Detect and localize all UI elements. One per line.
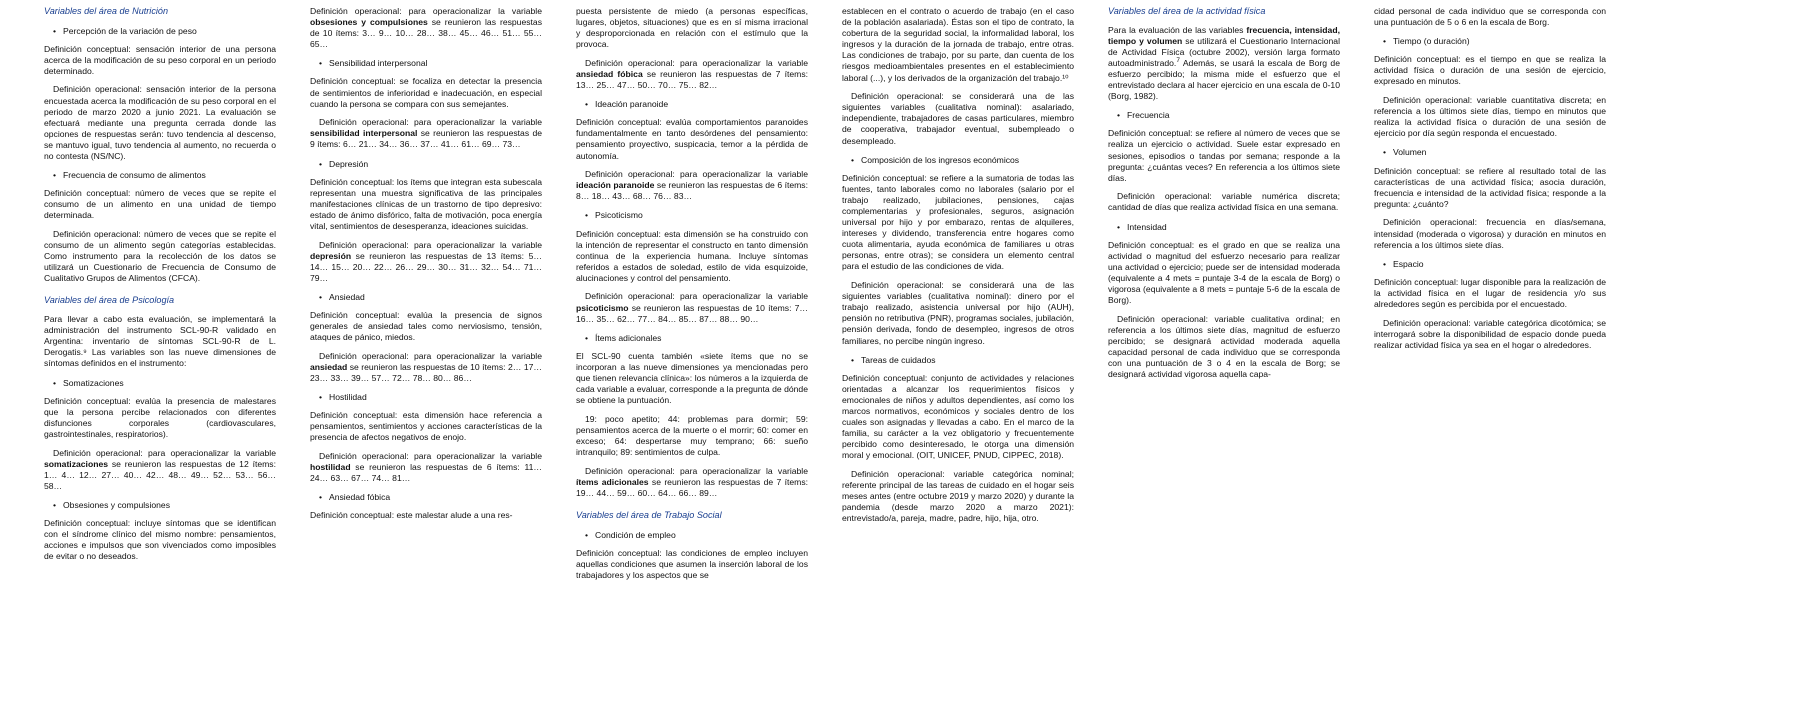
body-paragraph: Definición conceptual: sensación interior de una persona acerca de la modificación de su peso corporal en un periodo determinado. <box>44 43 276 76</box>
bullet-dot-icon: • <box>1383 258 1387 269</box>
bullet-dot-icon: • <box>1117 221 1121 232</box>
bullet-dot-icon: • <box>319 58 323 69</box>
bullet-label: Volumen <box>1393 147 1427 158</box>
section-heading: Variables del área de Psicología <box>44 295 175 306</box>
body-paragraph: Definición conceptual: número de veces que se repite el consumo de un alimento en una unidad de tiempo determinada. <box>44 188 276 221</box>
body-paragraph: Definición conceptual: se refiere a la sumatoria de todas las fuentes, tanto laborales como no laborales (salario por el trabajo realizado, jubilaciones, pensiones, cajas complementarias y profesionales, seguros, asignación universal por hijo y por embarazo, rentas de alquileres, intereses y dividendo, transferencia entre hogares como cuota alimentaria, ayuda económica de familiares u otras personas, entre otras); se considera un elemento central para el estudio de las condiciones de vida. <box>842 172 1074 272</box>
bullet-label: Depresión <box>329 158 369 169</box>
bullet-dot-icon: • <box>851 154 855 165</box>
body-paragraph: Definición operacional: para operacionalizar la variable hostilidad se reunieron las respuestas de 6 ítems: 11… 24… 63… 67… 74… 81… <box>310 451 542 484</box>
body-paragraph: Definición conceptual: evalúa la presencia de malestares que la persona percibe relacionados con diferentes disfunciones corporales (cardiovasculares, gastrointestinales, respiratorios). <box>44 395 276 439</box>
bullet-label: Ideación paranoide <box>595 99 669 110</box>
body-paragraph: Definición operacional: para operacionalizar la variable psicoticismo se reunieron las respuestas de 10 ítems: 7… 16… 35… 62… 77… 84… 85… 87… 88… 90… <box>576 291 808 324</box>
body-paragraph: Definición operacional: para operacionalizar la variable ansiedad se reunieron las respuestas de 10 ítems: 2… 17… 23… 33… 39… 57… 72… 78… 80… 86… <box>310 350 542 384</box>
bullet-item <box>44 378 276 389</box>
section-heading: Variables del área de Nutrición <box>44 6 169 16</box>
body-paragraph: Definición conceptual: es el grado en que se realiza una actividad o magnitud del esfuerzo necesario para realizar una actividad o ejercicio; puede ser de intensidad moderada (equivalente a 4 mets = puntaje 3-4 de la escala de Borg) o vigorosa (equivalente a 8 mets = puntaje 5-6 de la escala de Borg). <box>1108 239 1340 306</box>
body-paragraph: Definición conceptual: evalúa la presencia de signos generales de ansiedad tales como nerviosismo, tensión, ataques de pánico, miedos. <box>310 310 542 343</box>
body-paragraph: Definición operacional: para operacionalizar la variable sensibilidad interpersonal se reunieron las respuestas de 9 ítems: 6… 21… 34… 36… 37… 41… 61… 69… 73… <box>310 117 543 150</box>
body-paragraph: Definición operacional: para operacionalizar la variable ítems adicionales se reunieron las respuestas de 7 ítems: 19… 44… 59… 60… 64… 66… 89… <box>576 465 809 498</box>
bullet-dot-icon: • <box>1383 36 1387 47</box>
body-paragraph: Definición conceptual: se refiere al número de veces que se realiza un ejercicio o actividad. Suele estar expresado en sesiones, episodios o tandas por semana; responde a la pregunta: ¿cuántas veces? En referencia a los últimos siete días. <box>1108 128 1340 183</box>
body-paragraph: Definición conceptual: se focaliza en detectar la presencia de sentimientos de inferioridad e inadecuación, en especial cuando la persona se compara con sus semejantes. <box>310 76 542 109</box>
body-paragraph: Definición conceptual: es el tiempo en que se realiza la actividad física o duración de una sesión de ejercicio, expresado en minutos. <box>1374 54 1606 87</box>
text-column-4 <box>842 6 1074 718</box>
text-column-6 <box>1374 6 1606 718</box>
body-paragraph: Definición operacional: variable categórica nominal; referente principal de las tareas de cuidado en el hogar seis meses antes (entre octubre 2019 y marzo 2020) y durante la pandemia (desde marzo 2020 a marzo 2021): entrevistado/a, pareja, madre, padre, hijo, hija, otro. <box>842 468 1074 524</box>
body-paragraph: Definición operacional: se considerará una de las siguientes variables (cualitativa nominal): asalariado, independiente, trabajadores de casas particulares, miembro de cooperativa, trabajador eventual, subempleado o desempleado. <box>842 91 1074 146</box>
section-heading: Variables del área de la actividad física <box>1108 6 1266 16</box>
bullet-item <box>1374 259 1606 270</box>
bullet-item <box>576 333 808 344</box>
bullet-label: Composición de los ingresos económicos <box>861 154 1020 165</box>
bullet-item <box>310 58 542 69</box>
bullet-dot-icon: • <box>319 158 323 169</box>
text-column-5 <box>1108 6 1340 718</box>
bullet-item <box>44 26 276 37</box>
bullet-label: Ansiedad <box>329 291 365 302</box>
body-paragraph: Definición operacional: para operacionalizar la variable ansiedad fóbica se reunieron las respuestas de 7 ítems: 13… 25… 47… 50… 70… 75… 82… <box>576 57 809 91</box>
body-paragraph: Definición operacional: variable cualitativa ordinal; en referencia a los últimos siete días, magnitud de esfuerzo percibido; se designará actividad moderada aquella capacidad personal de cada individuo que se corresponda con una puntuación de 3 o 4 en la escala de Borg; se designará actividad vigorosa aquella capa- <box>1108 313 1340 380</box>
bullet-item <box>576 210 808 221</box>
body-paragraph: Definición operacional: se considerará una de las siguientes variables (cualitativa nominal): dinero por el trabajo realizado, asistencia universal por hijo (AUH), pensión no retributiva (PNR), programas sociales, jubilación, pensión derivada, fondo de desempleo, ingresos de otros familiares, no percibe ningún ingreso. <box>842 280 1074 346</box>
bullet-label: Ítems adicionales <box>595 332 662 343</box>
body-paragraph: 19: poco apetito; 44: problemas para dormir; 59: pensamientos acerca de la muerte o el morrir; 60: comer en exceso; 64: despertarse muy temprano; 66: sueño intranquilo; 89: sentimientos de culpa. <box>576 413 808 458</box>
bullet-label: Frecuencia <box>1127 110 1170 121</box>
bullet-dot-icon: • <box>319 492 323 503</box>
bullet-dot-icon: • <box>1383 147 1387 158</box>
bullet-dot-icon: • <box>53 25 57 36</box>
bullet-dot-icon: • <box>53 377 57 388</box>
section-heading: Variables del área de Trabajo Social <box>576 509 722 520</box>
body-paragraph: Definición operacional: variable categórica dicotómica; se interrogará sobre la disponibilidad de espacio donde pueda realizar actividad física ya sea en el hogar o alrededores. <box>1374 317 1606 350</box>
bullet-item <box>842 155 1074 166</box>
bullet-label: Espacio <box>1393 258 1424 269</box>
bullet-dot-icon: • <box>1117 110 1121 121</box>
body-paragraph: cidad personal de cada individuo que se corresponda con una puntuación de 5 o 6 en la escala de Borg. <box>1374 6 1606 28</box>
bullet-dot-icon: • <box>851 354 855 365</box>
bullet-label: Hostilidad <box>329 392 367 403</box>
bullet-item <box>44 170 276 181</box>
text-column-3 <box>576 6 808 718</box>
bullet-label: Ansiedad fóbica <box>329 492 391 503</box>
bullet-label: Obsesiones y compulsiones <box>63 499 170 510</box>
bullet-item <box>1108 110 1340 121</box>
body-paragraph: Definición operacional: variable numérica discreta; cantidad de días que realiza actividad física en una semana. <box>1108 191 1340 213</box>
body-paragraph: Definición conceptual: evalúa comportamientos paranoides fundamentalmente en tanto desórdenes del pensamiento: pensamiento proyectivo, suspicacia, temor a la pérdida de autonomía. <box>576 117 808 161</box>
body-paragraph: El SCL-90 cuenta también «siete ítems que no se incorporan a las nueve dimensiones ya mencionadas pero que tienen relevancia clínica»: los números a la izquierda de cada variable a evaluar, corresponde a la pregunta de dónde se obtiene la puntuación. <box>576 350 808 406</box>
bullet-dot-icon: • <box>585 529 589 540</box>
body-paragraph: Definición conceptual: las condiciones de empleo incluyen aquellas condiciones que asumen la inserción laboral de los trabajadores y los aspectos que se <box>576 547 808 580</box>
body-paragraph: puesta persistente de miedo (a personas específicas, lugares, objetos, situaciones) que es en sí misma irracional y desproporcionada en relación con el estímulo que la provoca. <box>576 6 808 50</box>
bullet-item <box>310 292 542 303</box>
text-column-2 <box>310 6 542 718</box>
bullet-dot-icon: • <box>585 99 589 110</box>
bullet-item <box>310 392 542 403</box>
bullet-item <box>1374 147 1606 158</box>
bullet-dot-icon: • <box>585 210 589 221</box>
body-paragraph: establecen en el contrato o acuerdo de trabajo (en el caso de la población asalariada). Éstas son el tipo de contrato, la cobertura de la seguridad social, la informalidad laboral, los ingresos y la duración de la jornada de trabajo, entre otras. Las condiciones de trabajo, por su parte, dan cuenta de los riesgos medioambientales presentes en el establecimiento laboral (...), y los derivados de la organización del trabajo.¹⁰ <box>842 6 1074 83</box>
text-column-1 <box>44 6 276 718</box>
bullet-label: Psicoticismo <box>595 210 643 221</box>
body-paragraph: Definición conceptual: los ítems que integran esta subescala representan una muestra significativa de las principales manifestaciones clínicas de un trastorno de tipo depresivo: estado de ánimo disfórico, falta de motivación, poca energía vital, sentimientos de desesperanza, ideaciones suicidas. <box>310 176 542 231</box>
body-paragraph: Definición operacional: para operacionalizar la variable somatizaciones se reunieron las respuestas de 12 ítems: 1… 4… 12… 27… 40… 42… 48… 49… 52… 53… 56… 58… <box>44 447 276 491</box>
body-paragraph: Para llevar a cabo esta evaluación, se implementará la administración del instrumento SCL-90-R validado en Argentina: inventario de síntomas SCL-90-R de L. Derogatis.⁹ Las variables son las nueve dimensiones de síntomas definidos en el instrumento: <box>44 314 276 369</box>
body-paragraph: Definición conceptual: lugar disponible para la realización de la actividad física en el lugar de residencia y/o sus alrededores según es percibida por el encuestado. <box>1374 276 1606 309</box>
bullet-dot-icon: • <box>53 170 57 181</box>
bullet-label: Tiempo (o duración) <box>1393 36 1470 47</box>
body-paragraph: Para la evaluación de las variables frecuencia, intensidad, tiempo y volumen se utilizará el Cuestionario Internacional de Actividad Física (octubre 2002), versión larga formato autoadministrado.$^7$ Además, se usará la escala de Borg de esfuerzo percibido; la misma mide el esfuerzo que el entrevistado declara al hacer ejercicio en una escala de 0-10 (Borg, 1982). <box>1108 24 1340 102</box>
body-paragraph: Definición conceptual: incluye síntomas que se identifican con el síndrome clínico del mismo nombre: pensamientos, acciones e impulsos que son vivenciados como imposibles de evitar o no deseados. <box>44 517 276 562</box>
bullet-label: Frecuencia de consumo de alimentos <box>63 170 206 181</box>
bullet-item <box>1374 36 1606 47</box>
body-paragraph: Definición operacional: sensación interior de la persona encuestada acerca la modificación de su peso corporal en el periodo de marzo 2020 a junio 2021. La evaluación se efectuará mediante una pregunta cerrada donde las opciones de respuestas serán: tuvo tendencia al descenso, se mantuvo igual, tuvo tendencia al aumento, no recuerda o no contesta (NS/NC). <box>44 84 276 162</box>
body-paragraph: Definición conceptual: este malestar alude a una res- <box>310 510 513 521</box>
bullet-item <box>576 530 808 541</box>
bullet-item <box>576 99 808 110</box>
body-paragraph: Definición operacional: para operacionalizar la variable obsesiones y compulsiones se reunieron las respuestas de 10 ítems: 3… 9… 10… 28… 38… 45… 46… 51… 55… 65… <box>310 6 542 50</box>
bullet-label: Percepción de la variación de peso <box>63 25 197 36</box>
bullet-label: Sensibilidad interpersonal <box>329 58 428 69</box>
bullet-dot-icon: • <box>585 332 589 343</box>
body-paragraph: Definición operacional: para operacionalizar la variable depresión se reunieron las respuestas de 13 ítems: 5… 14… 15… 20… 22… 26… 29… 30… 31… 32… 54… 71… 79… <box>310 239 542 283</box>
bullet-item <box>310 492 542 503</box>
bullet-dot-icon: • <box>53 499 57 510</box>
bullet-label: Somatizaciones <box>63 377 124 388</box>
body-paragraph: Definición conceptual: se refiere al resultado total de las características de una actividad física; asocia duración, frecuencia e intensidad de la actividad física; responde a la pregunta: ¿cuánto? <box>1374 165 1606 209</box>
bullet-dot-icon: • <box>319 392 323 403</box>
body-paragraph: Definición conceptual: conjunto de actividades y relaciones orientadas a alcanzar los requerimientos físicos y emocionales de niños y adultos dependientes, así como los marcos normativos, económicos y sociales dentro de los cuales son asignadas y llevadas a cabo. En el marco de la familia, su carácter a la vez obligatorio y frecuentemente percibido como desinteresado, le otorga una dimensión moral y emocional. (OIT, UNICEF, PNUD, CIPPEC, 2018). <box>842 372 1074 461</box>
body-paragraph: Definición operacional: frecuencia en días/semana, intensidad (moderada o vigorosa) y duración en minutos en referencia a los últimos siete días. <box>1374 217 1606 250</box>
bullet-item <box>842 355 1074 366</box>
bullet-item <box>1108 222 1340 233</box>
bullet-label: Intensidad <box>1127 221 1167 232</box>
bullet-dot-icon: • <box>319 291 323 302</box>
body-paragraph: Definición operacional: variable cuantitativa discreta; en referencia a los últimos siete días, tiempo en minutos que realiza la actividad física o duración de una sesión de ejercicio por día según responda el encuestado. <box>1374 95 1606 139</box>
bullet-item <box>44 500 276 511</box>
body-paragraph: Definición conceptual: esta dimensión hace referencia a pensamientos, sentimientos y acciones características de la presencia de afectos negativos de enojo. <box>310 410 542 443</box>
bullet-label: Condición de empleo <box>595 529 676 540</box>
body-paragraph: Definición conceptual: esta dimensión se ha construido con la intención de representar el constructo en tanto dimensión continua de la experiencia humana. Incluye síntomas referidos a estados de soledad, estilo de vida esquizoide, alucinaciones y control del pensamiento. <box>576 228 808 283</box>
bullet-label: Tareas de cuidados <box>861 354 936 365</box>
bullet-item <box>310 159 542 170</box>
body-paragraph: Definición operacional: para operacionalizar la variable ideación paranoide se reunieron las respuestas de 6 ítems: 8… 18… 43… 68… 76… 83… <box>576 169 808 202</box>
body-paragraph: Definición operacional: número de veces que se repite el consumo de un alimento según categorías establecidas. Como instrumento para la recolección de los datos se utilizará un Cuestionario de Frecuencia de Consumo de Cualitativo Grupos de Alimentos (CFCA). <box>44 229 276 284</box>
